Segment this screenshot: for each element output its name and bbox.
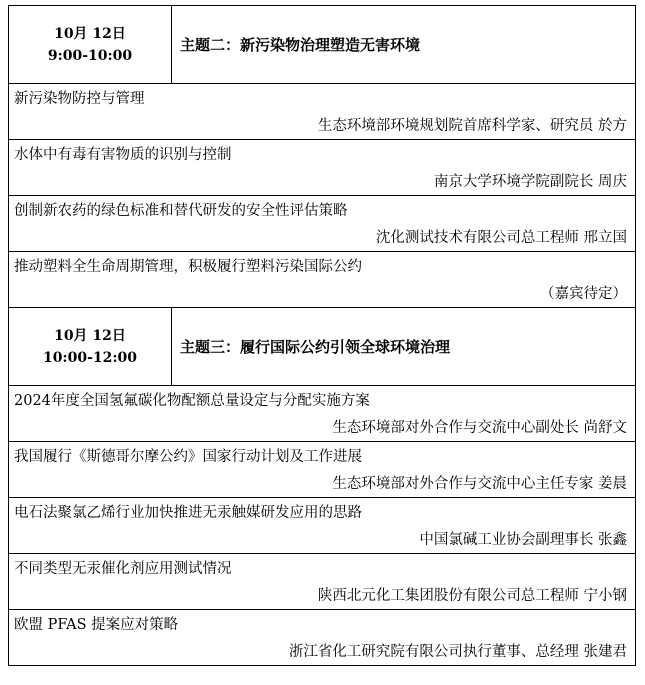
- agenda-page: [8, 5, 636, 666]
- talk-cell: [9, 554, 636, 610]
- table-row: [9, 84, 636, 140]
- session-date-cell: [9, 308, 172, 386]
- session-header-row: [9, 6, 636, 84]
- talk-cell: [9, 498, 636, 554]
- talk-title: 不同类型无汞催化剂应用测试情况: [14, 560, 232, 577]
- table-row: [9, 554, 636, 610]
- session-date-cell: [9, 6, 172, 84]
- session-theme: 主题二：新污染物治理塑造无害环境: [172, 6, 636, 84]
- talk-cell: [9, 252, 636, 308]
- talk-title: 电石法聚氯乙烯行业加快推进无汞触媒研发应用的思路: [14, 504, 362, 521]
- talk-title: 我国履行《斯德哥尔摩公约》国家行动计划及工作进展: [14, 448, 362, 465]
- talk-title: 推动塑料全生命周期管理，积极履行塑料污染国际公约: [14, 258, 362, 275]
- talk-cell: [9, 140, 636, 196]
- talk-title: 2024年度全国氢氟碳化物配额总量设定与分配实施方案: [14, 392, 370, 409]
- table-row: [9, 196, 636, 252]
- session-header-row: [9, 308, 636, 386]
- session-date: 10月 12日: [54, 327, 126, 344]
- table-row: [9, 386, 636, 442]
- talk-cell: [9, 610, 636, 666]
- talk-speaker: 中国氯碱工业协会副理事长 张鑫: [419, 531, 627, 548]
- talk-title: 水体中有毒有害物质的识别与控制: [14, 146, 232, 163]
- talk-cell: [9, 196, 636, 252]
- session-theme: 主题三：履行国际公约引领全球环境治理: [172, 308, 636, 386]
- session-time: 9:00-10:00: [47, 47, 133, 64]
- agenda-table: [8, 5, 636, 666]
- session-time: 10:00-12:00: [42, 349, 138, 366]
- talk-cell: [9, 84, 636, 140]
- talk-title: 欧盟 PFAS 提案应对策略: [14, 616, 179, 633]
- talk-speaker: 沈化测试技术有限公司总工程师 邢立国: [375, 229, 627, 246]
- table-row: [9, 498, 636, 554]
- table-row: [9, 610, 636, 666]
- talk-speaker: 生态环境部对外合作与交流中心副处长 尚舒文: [332, 419, 627, 436]
- talk-speaker: 浙江省化工研究院有限公司执行董事、总经理 张建君: [288, 643, 627, 660]
- table-row: [9, 442, 636, 498]
- talk-speaker: 生态环境部环境规划院首席科学家、研究员 於方: [317, 117, 627, 134]
- talk-speaker: （嘉宾待定）: [540, 285, 627, 302]
- session-date: 10月 12日: [54, 25, 126, 42]
- talk-speaker: 南京大学环境学院副院长 周庆: [433, 173, 627, 190]
- talk-title: 创制新农药的绿色标准和替代研发的安全性评估策略: [14, 202, 348, 219]
- table-row: [9, 140, 636, 196]
- talk-title: 新污染物防控与管理: [14, 90, 145, 107]
- talk-speaker: 生态环境部对外合作与交流中心主任专家 姜晨: [332, 475, 627, 492]
- table-row: [9, 252, 636, 308]
- talk-cell: [9, 442, 636, 498]
- talk-speaker: 陕西北元化工集团股份有限公司总工程师 宁小钢: [317, 587, 627, 604]
- talk-cell: [9, 386, 636, 442]
